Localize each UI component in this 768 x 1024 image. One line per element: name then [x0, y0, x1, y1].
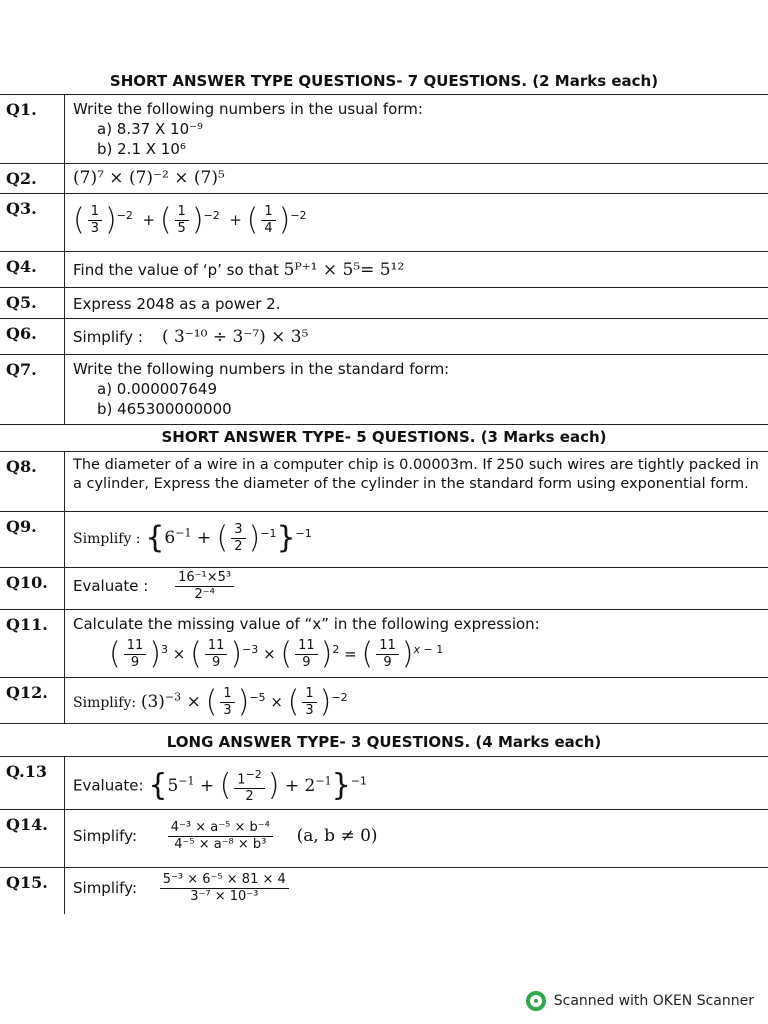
- question-number: Q5.: [0, 288, 65, 319]
- question-expression: Simplify : {$6^{-1}$ + ( $\frac{3}{2}$ )$^{-1}$}$^{-1}$: [65, 512, 768, 568]
- question-text: Simplify :: [73, 328, 143, 346]
- scanner-footer-text: Scanned with OKEN Scanner: [553, 993, 754, 1009]
- question-row-q15: [0, 868, 768, 914]
- question-row-q11: [0, 610, 768, 678]
- question-expression: ( $\frac{1}{3}$ )$^{-2}$ + ( $\frac{1}{5}$ )$^{-2}$ + ( $\frac{1}{4}$ )$^{-2}$: [65, 194, 768, 252]
- question-row-q8: [0, 452, 768, 512]
- section-title-1: SHORT ANSWER TYPE QUESTIONS- 7 QUESTIONS. (2 Marks each): [109, 72, 659, 90]
- question-expression: ( $\frac{11}{9}$ )$^3$ × ( $\frac{11}{9}$ )$^{-3}$ × ( $\frac{11}{9}$ )$^2$ = ( $\frac{11}{9}$ )$^{x - 1}$: [109, 636, 444, 672]
- question-part-b: b) 465300000000: [97, 400, 232, 418]
- question-row-q6: [0, 319, 768, 355]
- question-expression: 5ᴾ⁺¹ × 5⁵= 5¹²: [283, 260, 405, 280]
- question-expression: Simplify: $(3)^{-3}$ × ( $\frac{1}{3}$ )$^{-5}$ × ( $\frac{1}{3}$ )$^{-2}$: [65, 678, 768, 724]
- question-row-q13: [0, 757, 768, 810]
- question-part-a: a) 0.000007649: [97, 380, 218, 398]
- question-number: Q8.: [0, 452, 65, 512]
- question-row-q4: [0, 252, 768, 288]
- question-text: The diameter of a wire in a computer chip is 0.00003m. If 250 such wires are tightly packed in a cylinder, Express the diameter of the cylinder in the standard form using exponential form.: [65, 452, 768, 512]
- question-text: Calculate the missing value of “x” in the following expression:: [73, 615, 540, 633]
- question-number: Q6.: [0, 319, 65, 355]
- question-number: Q11.: [0, 610, 65, 678]
- question-number: Q10.: [0, 568, 65, 610]
- question-number: Q15.: [0, 868, 65, 914]
- section-title-2: SHORT ANSWER TYPE- 5 QUESTIONS. (3 Marks each): [161, 428, 607, 446]
- question-expression: (7)⁷ × (7)⁻² × (7)⁵: [73, 168, 225, 188]
- question-part-a: a) 8.37 X 10⁻⁹: [97, 120, 204, 138]
- scanner-logo-icon: [526, 991, 546, 1011]
- question-table-2: [0, 451, 768, 724]
- question-number: Q3.: [0, 194, 65, 252]
- scanner-footer: [526, 991, 754, 1011]
- question-number: Q9.: [0, 512, 65, 568]
- question-table-1: [0, 94, 768, 425]
- section-title-3: LONG ANSWER TYPE- 3 QUESTIONS. (4 Marks each): [166, 733, 602, 751]
- question-number: Q7.: [0, 355, 65, 425]
- question-number: Q.13: [0, 757, 65, 810]
- question-number: Q2.: [0, 164, 65, 194]
- question-row-q1: [0, 95, 768, 164]
- question-number: Q12.: [0, 678, 65, 724]
- question-row-q10: [0, 568, 768, 610]
- question-row-q9: [0, 512, 768, 568]
- question-row-q14: [0, 810, 768, 868]
- question-row-q7: [0, 355, 768, 425]
- question-text: Express 2048 as a power 2.: [65, 288, 768, 319]
- question-table-3: [0, 756, 768, 914]
- question-expression: Simplify: $\frac{\text{4⁻³ × a⁻⁵ × b⁻⁴}}{\text{4⁻⁵ × a⁻⁸ × b³}}$ (a, b ≠ 0): [65, 810, 768, 868]
- question-row-q5: [0, 288, 768, 319]
- question-row-q12: [0, 678, 768, 724]
- question-text: Write the following numbers in the usual form:: [73, 100, 423, 118]
- question-expression: ( 3⁻¹⁰ ÷ 3⁻⁷) × 3⁵: [161, 327, 309, 347]
- question-number: Q4.: [0, 252, 65, 288]
- question-number: Q14.: [0, 810, 65, 868]
- question-text: Find the value of ‘p’ so that: [73, 261, 284, 279]
- question-number: Q1.: [0, 95, 65, 164]
- question-expression: Evaluate: {$5^{-1}$ + ( $\frac{1^{-2}}{2}$ ) + $2^{-1}\}^{-1}$: [65, 757, 768, 810]
- question-expression: Evaluate : $\frac{\text{16⁻¹×5³}}{\text{2⁻⁴}}$: [65, 568, 768, 610]
- question-text: Write the following numbers in the standard form:: [73, 360, 450, 378]
- question-row-q3: [0, 194, 768, 252]
- question-row-q2: [0, 164, 768, 194]
- question-expression: Simplify: $\frac{\text{5⁻³ × 6⁻⁵ × 81 × 4}}{\text{3⁻⁷ × 10⁻³}}$: [65, 868, 768, 914]
- question-part-b: b) 2.1 X 10⁶: [97, 140, 186, 158]
